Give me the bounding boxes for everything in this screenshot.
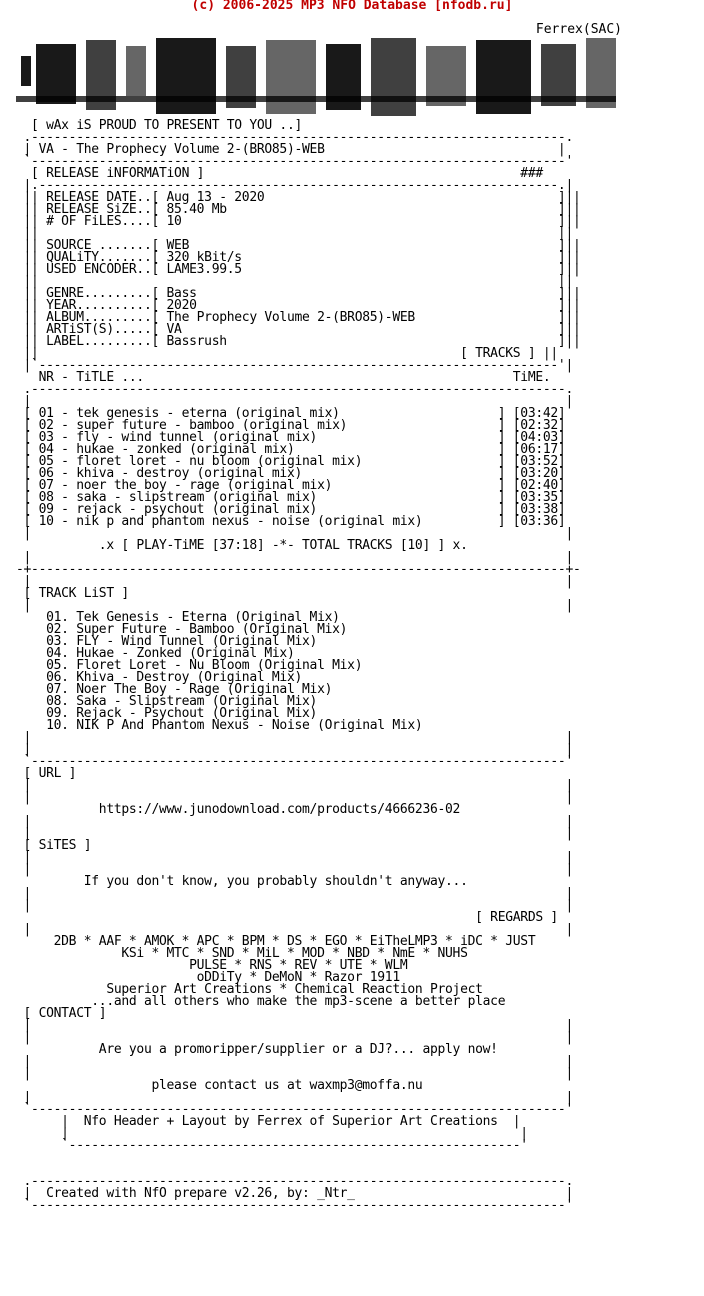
track-row: [ 01 - tek genesis - eterna (original mix) ] [03:42] (16, 406, 566, 421)
nfo-header-credit: | Nfo Header + Layout by Ferrex of Superior Art Creations | (16, 1114, 521, 1129)
track-list-item: 09. Rejack - Psychout (Original Mix) (16, 706, 318, 721)
track-row: [ 06 - khiva - destroy (original mix) ] [03:20] (16, 466, 566, 481)
release-info-row: || GENRE.........[ Bass ]|| (16, 286, 581, 301)
release-info-row: || QUALiTY.......[ 320 kBit/s ]|| (16, 250, 581, 265)
sites-text: If you don't know, you probably shouldn't anyway... (16, 874, 468, 889)
track-list-item: 05. Floret Loret - Nu Bloom (Original Mix) (16, 658, 363, 673)
regards-line: KSi * MTC * SND * MiL * MOD * NBD * NmE * NUHS (16, 946, 468, 961)
section-sites: [ SiTES ] (16, 838, 92, 853)
track-row: [ 02 - super future - bamboo (original mix) ] [02:32] (16, 418, 566, 433)
track-row: [ 08 - saka - slipstream (original mix) ] [03:35] (16, 490, 566, 505)
release-info-row: || LABEL.........[ Bassrush ]|| (16, 334, 581, 349)
track-list-item: 07. Noer The Boy - Rage (Original Mix) (16, 682, 333, 697)
intro-line: [ wAx iS PROUD TO PRESENT TO YOU ..] (16, 118, 303, 133)
regards-line: PULSE * RNS * REV * UTE * WLM (16, 958, 408, 973)
release-info-row: || || (16, 226, 573, 241)
section-contact: [ CONTACT ] (16, 1006, 107, 1021)
tracks-header: NR - TiTLE ... TiME. (16, 370, 551, 385)
track-list-item: 10. NIK P And Phantom Nexus - Noise (Original Mix) (16, 718, 423, 733)
section-tracks: || [ TRACKS ] || (16, 346, 558, 361)
track-row: [ 10 - nik p and phantom nexus - noise (original mix) ] [03:36] (16, 514, 566, 529)
track-list-item: 01. Tek Genesis - Eterna (Original Mix) (16, 610, 340, 625)
release-info-row: || RELEASE DATE..[ Aug 13 - 2020 ]|| (16, 190, 581, 205)
release-name: | VA - The Prophecy Volume 2-(BRO85)-WEB | (16, 142, 566, 157)
track-list-item: 08. Saka - Slipstream (Original Mix) (16, 694, 318, 709)
release-info-row: || ARTiST(S).....[ VA ]|| (16, 322, 581, 337)
track-list-item: 04. Hukae - Zonked (Original Mix) (16, 646, 295, 661)
release-info-row: || YEAR..........[ 2020 ]|| (16, 298, 581, 313)
regards-line: 2DB * AAF * AMOK * APC * BPM * DS * EGO * EiTheLMP3 * iDC * JUST (16, 934, 536, 949)
release-info-row: || USED ENCODER..[ LAME3.99.5 ]|| (16, 262, 581, 277)
regards-line: Superior Art Creations * Chemical Reaction Project (16, 982, 483, 997)
url-link: https://www.junodownload.com/products/4666236-02 (16, 802, 461, 817)
section-regards: [ REGARDS ] (16, 910, 558, 925)
track-row: [ 07 - noer the boy - rage (original mix) ] [02:40] (16, 478, 566, 493)
release-info-row: || SOURCE .......[ WEB ]|| (16, 238, 581, 253)
release-info-row: || RELEASE SiZE..[ 85.40 Mb ]|| (16, 202, 581, 217)
copyright-header: (c) 2006-2025 MP3 NFO Database [nfodb.ru] (191, 0, 513, 13)
release-info-row: || ALBUM.........[ The Prophecy Volume 2-(BRO85)-WEB ]|| (16, 310, 581, 325)
section-release-info: [ RELEASE iNFORMATiON ] ### (16, 166, 543, 181)
regards-line: oDDiTy * DeMoN * Razor 1911 (16, 970, 400, 985)
created-with: | Created with NfO prepare v2.26, by: _Ntr_ | (16, 1186, 573, 1201)
track-row: [ 03 - fly - wind tunnel (original mix) ] [04:03] (16, 430, 566, 445)
track-row: [ 09 - rejack - psychout (original mix) ] [03:38] (16, 502, 566, 517)
track-row: [ 05 - floret loret - nu bloom (original mix) ] [03:52] (16, 454, 566, 469)
release-info-row: || || (16, 274, 573, 289)
regards-line: ...and all others who make the mp3-scene a better place (16, 994, 506, 1009)
nfo-document: [ wAx iS PROUD TO PRESENT TO YOU ..] .-----------------------------------------------------------------------. | VA - The Prophecy Volume 2-(BRO85)-WEB | `-----------------------------------------------------------------------' [ RELEASE iNFORMATiON ] ### |.---------------------------------------------------------------------.| || RELEASE DATE..[ Aug 13 - 2020 ]|| || RELEASE SiZE..[ 85.40 Mb ]|| || # OF FiLES....[ 10 ]|| || || || SOURCE .......[ WEB ]|| || QUALiTY.......[ 320 kBit/s ]|| || USED ENCODER..[ LAME3.99.5 ]|| || || || GENRE.........[ Bass ]|| || YEAR..........[ 2020 ]|| || ALBUM.........[ The Prophecy Volume 2-(BRO85)-WEB ]|| || ARTiST(S).....[ VA ]|| || LABEL.........[ Bassrush ]|| || [ TRACKS ] || |`---------------------------------------------------------------------'| NR - TiTLE ... TiME. .-----------------------------------------------------------------------. | | [ 01 - tek genesis - eterna (original mix) ] [03:42] [ 02 - super future - bamboo (original mix) ] [02:32] [ 03 - fly - wind tunnel (original mix) ] [04:03] [ 04 - hukae - zonked (original mix) ] [06:17] [ 05 - floret loret - nu bloom (original mix) ] [03:52] [ 06 - khiva - destroy (original mix) ] [03:20] [ 07 - noer the boy - rage (original mix) ] [02:40] [ 08 - saka - slipstream (original mix) ] [03:35] [ 09 - rejack - psychout (original mix) ] [03:38] [ 10 - nik p and phantom nexus - noise (original mix) ] [03:36] | | .x [ PLAY-TiME [37:18] -*- TOTAL TRACKS [10] ] x. | | -+-----------------------------------------------------------------------+- | | [ TRACK LiST ] | | 01. Tek Genesis - Eterna (Original Mix) 02. Super Future - Bamboo (Original Mix) 03. FLY - Wind Tunnel (Original Mix) 04. Hukae - Zonked (Original Mix) 05. Floret Loret - Nu Bloom (Original Mix) 06. Khiva - Destroy (Original Mix) 07. Noer The Boy - Rage (Original Mix) 08. Saka - Slipstream (Original Mix) 09. Rejack - Psychout (Original Mix) 10. NIK P And Phantom Nexus - Noise (Original Mix) | | | | `-----------------------------------------------------------------------' [ URL ] | | | | https://www.junodownload.com/products/4666236-02 | | | | [ SiTES ] | | | | If you don't know, you probably shouldn't anyway... | | | | [ REGARDS ] | | 2DB * AAF * AMOK * APC * BPM * DS * EGO * EiTheLMP3 * iDC * JUST KSi * MTC * SND * MiL * MOD * NBD * NmE * NUHS PULSE * RNS * REV * UTE * WLM oDDiTy * DeMoN * Razor 1911 Superior Art Creations * Chemical Reaction Project ...and all others who make the mp3-scene a better place [ CONTACT ] | | | | Are you a promoripper/supplier or a DJ?... apply now! | | | | please contact us at waxmp3@moffa.nu | | `-----------------------------------------------------------------------' | Nfo Header + Layout by Ferrex of Superior Art Creations | | | `------------------------------------------------------------' .-----------------------------------------------------------------------. | Created with NfO prepare v2.26, by: _Ntr_ | `-----------------------------------------------------------------------' (16, 118, 581, 1213)
section-url: [ URL ] (16, 766, 77, 781)
art-credit: Ferrex(SAC) (535, 22, 622, 37)
section-track-list: [ TRACK LiST ] (16, 586, 129, 601)
track-list-item: 06. Khiva - Destroy (Original Mix) (16, 670, 303, 685)
contact-email: please contact us at waxmp3@moffa.nu (16, 1078, 423, 1093)
track-list-item: 02. Super Future - Bamboo (Original Mix) (16, 622, 348, 637)
release-info-row: || # OF FiLES....[ 10 ]|| (16, 214, 581, 229)
track-row: [ 04 - hukae - zonked (original mix) ] [06:17] (16, 442, 566, 457)
playtime-summary: .x [ PLAY-TiME [37:18] -*- TOTAL TRACKS [10] ] x. (16, 538, 468, 553)
contact-line-1: Are you a promoripper/supplier or a DJ?... apply now! (16, 1042, 498, 1057)
track-list-item: 03. FLY - Wind Tunnel (Original Mix) (16, 634, 318, 649)
